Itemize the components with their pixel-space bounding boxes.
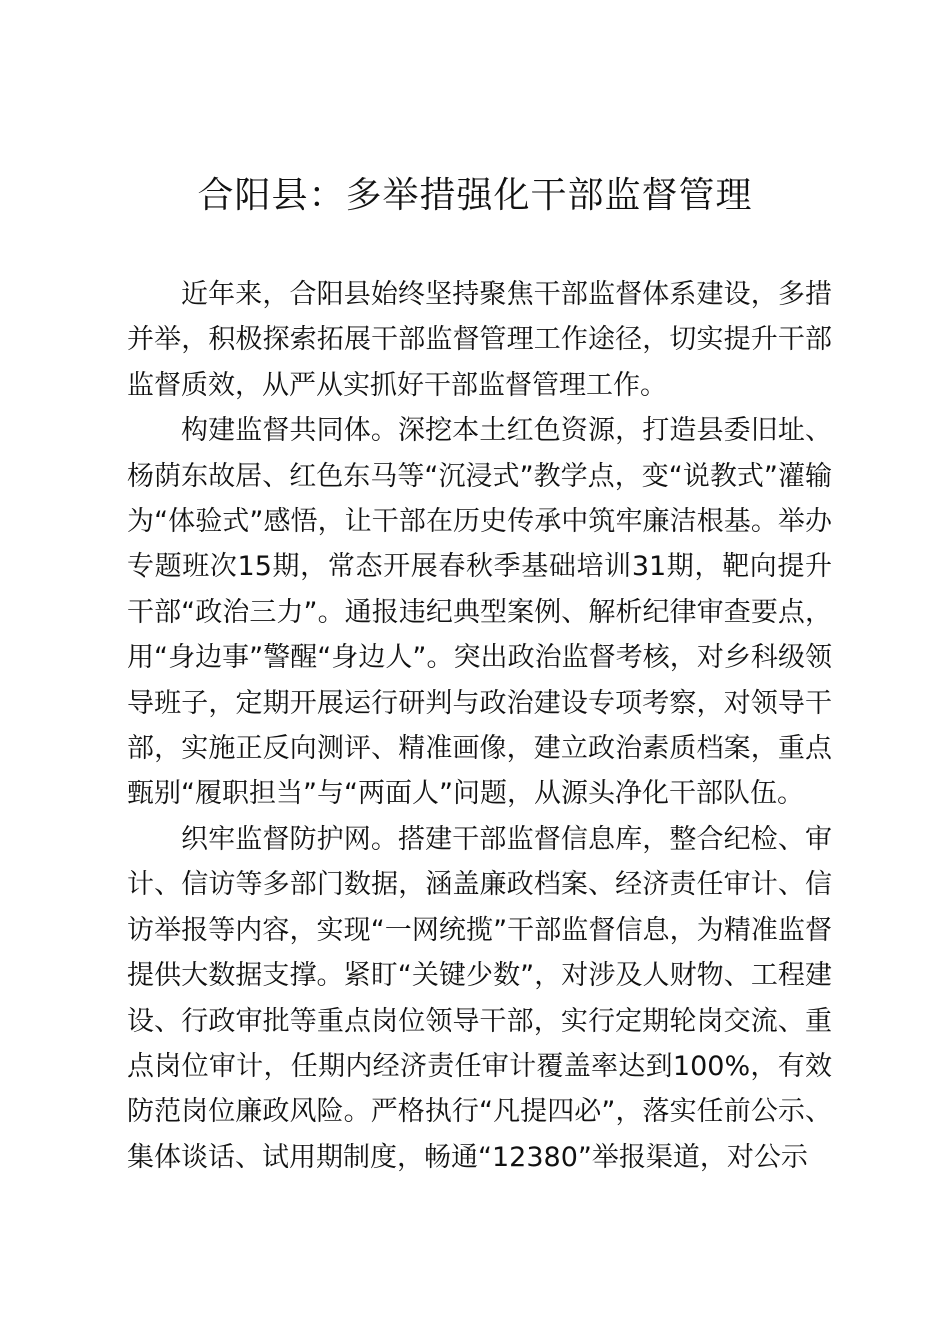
document-title: 合阳县：多举措强化干部监督管理 bbox=[197, 175, 753, 216]
paragraph-supervision-community: 构建监督共同体。深挖本土红色资源，打造县委旧址、杨荫东故居、红色东马等“沉浸式”教学点，变“说教式”灌输为“体验式”感悟，让干部在历史传承中筑牢廉洁根基。举办专题班次15期，常态开展春秋季基础培训31期，靶向提升干部“政治三力”。通报违纪典型案例、解析纪律审查要点，用“身边事”警醒“身边人”。突出政治监督考核，对乡科级领导班子，定期开展运行研判与政治建设专项考察，对领导干部，实施正反向测评、精准画像，建立政治素质档案，重点甄别“履职担当”与“两面人”问题，从源头净化干部队伍。 bbox=[127, 415, 832, 810]
paragraph-intro: 近年来，合阳县始终坚持聚焦干部监督体系建设，多措并举，积极探索拓展干部监督管理工作途径，切实提升干部监督质效，从严从实抓好干部监督管理工作。 bbox=[127, 279, 832, 401]
paragraph-supervision-network: 织牢监督防护网。搭建干部监督信息库，整合纪检、审计、信访等多部门数据，涵盖廉政档案、经济责任审计、信访举报等内容，实现“一网统揽”干部监督信息，为精准监督提供大数据支撑。紧盯“关键少数”，对涉及人财物、工程建设、行政审批等重点岗位领导干部，实行定期轮岗交流、重点岗位审计，任期内经济责任审计覆盖率达到100%，有效防范岗位廉政风险。严格执行“凡提四必”，落实任前公示、集体谈话、试用期制度，畅通“12380”举报渠道，对公示 bbox=[127, 823, 832, 1173]
document-body bbox=[127, 272, 832, 1180]
